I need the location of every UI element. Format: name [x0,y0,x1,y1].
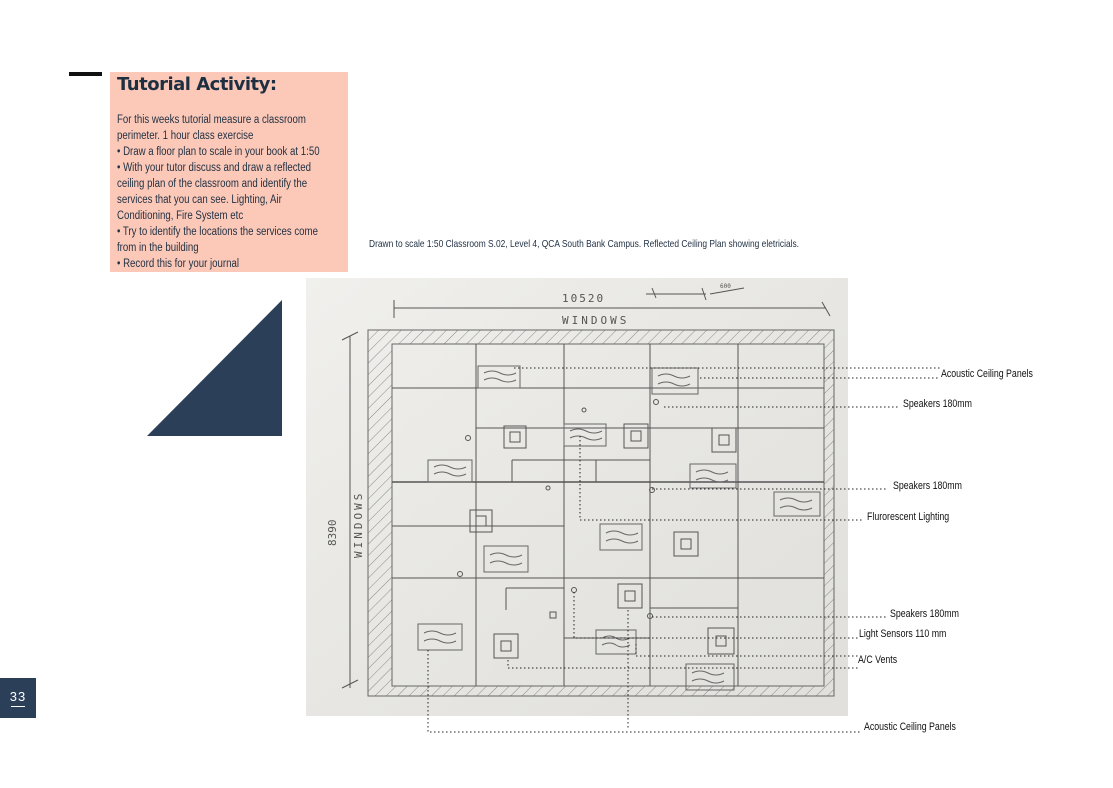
tutorial-line: • With your tutor discuss and draw a reflected [117,162,311,174]
label-speakers-1: Speakers 180mm [903,398,972,410]
sketch-dim-small: 600 [720,283,731,290]
sketch-window-top: WINDOWS [562,314,630,327]
sketch-dim-height: 8390 [326,519,339,546]
plan-caption: Drawn to scale 1:50 Classroom S.02, Level 4, QCA South Bank Campus. Reflected Ceiling Plan showing eletricials. [369,238,800,250]
sketch-dim-width: 10520 [562,292,606,305]
tutorial-title: Tutorial Activity: [117,74,277,95]
page-number-text: 33 [9,689,27,704]
label-speakers-2: Speakers 180mm [893,480,962,492]
label-ac-vents: A/C Vents [858,654,898,666]
label-speakers-3: Speakers 180mm [890,608,959,620]
label-acoustic-panels-bottom: Acoustic Ceiling Panels [864,721,956,733]
page-number-underline [11,706,25,707]
tutorial-line: ceiling plan of the classroom and identify the [117,178,308,190]
label-light-sensors: Light Sensors 110 mm [859,628,947,640]
page-number [0,678,36,718]
tutorial-line: • Draw a floor plan to scale in your book at 1:50 [117,146,320,158]
tutorial-line: For this weeks tutorial measure a classroom [117,114,306,126]
tutorial-line: • Record this for your journal [117,258,240,270]
label-fluorescent-lighting: Flurorescent Lighting [867,511,950,523]
label-acoustic-panels-top: Acoustic Ceiling Panels [941,368,1033,380]
tutorial-line: • Try to identify the locations the services come [117,226,318,238]
tutorial-line: services that you can see. Lighting, Air [117,194,282,206]
tutorial-line: perimeter. 1 hour class exercise [117,130,254,142]
tutorial-line: from in the building [117,242,199,254]
sketch-window-left: WINDOWS [352,490,365,558]
tutorial-line: Conditioning, Fire System etc [117,210,244,222]
